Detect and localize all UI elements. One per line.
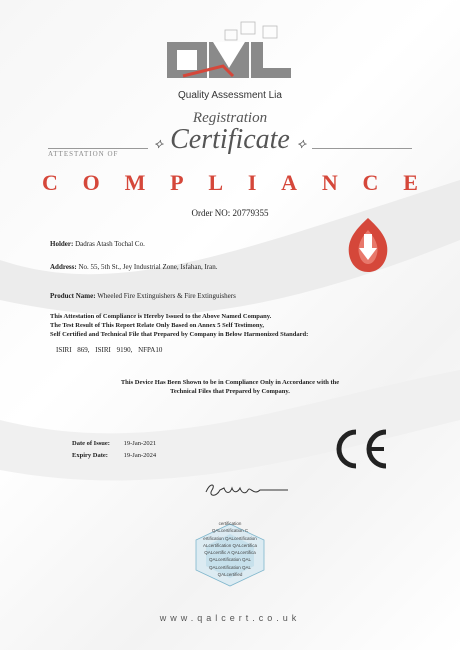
- signature: [200, 478, 290, 502]
- compliance-letter: M: [124, 170, 146, 195]
- compliance-letter: C: [42, 170, 58, 195]
- statement-line: Self Certified and Technical File that Prepared by Company in Below Harmonized Standard:: [50, 331, 309, 338]
- brand-name: Quality Assessment Lia: [178, 90, 282, 101]
- seal-line: certification: [218, 521, 242, 526]
- issue-date-label: Date of Issue:: [72, 440, 110, 447]
- statement-line: This Attestation of Compliance is Hereby Issued to the Above Named Company.: [50, 313, 272, 320]
- qal-logo: [163, 20, 298, 90]
- expiry-date-label: Expiry Date:: [72, 452, 108, 459]
- compliance-letter: A: [281, 170, 298, 195]
- seal-line: QALcertification QAL: [208, 564, 252, 570]
- compliance-letter: C: [362, 170, 379, 195]
- registration-heading: Registration: [192, 110, 268, 126]
- address-value: No. 55, 5th St., Jey Industrial Zone, Isfahan, Iran.: [78, 263, 218, 271]
- standards-list: ISIRI 869, ISIRI 9190, NFPA10: [56, 346, 163, 354]
- product-field: [50, 292, 236, 300]
- address-field: [50, 263, 217, 271]
- compliance-line: Technical Files that Prepared by Company.: [170, 388, 290, 395]
- compliance-letter: I: [247, 170, 257, 195]
- compliance-heading: [42, 170, 418, 196]
- attestation-statement: [50, 312, 308, 339]
- fire-extinguisher-badge-icon: [345, 216, 391, 274]
- seal-line: QALcertified: [217, 572, 243, 578]
- statement-line: The Test Result of This Report Relate Only Based on Annex 5 Self Testimony,: [50, 322, 265, 329]
- flourish-left-icon: ⟡: [153, 137, 164, 152]
- holder-label: Holder:: [50, 240, 74, 248]
- compliance-line: This Device Has Been Shown to be in Compliance Only in Accordance with the: [120, 379, 340, 386]
- address-label: Address:: [50, 263, 77, 271]
- website-footer: www.qalcert.co.uk: [159, 613, 301, 623]
- ce-mark-icon: [330, 428, 390, 470]
- holder-field: [50, 240, 145, 248]
- holder-value: Dadras Atash Tochal Co.: [75, 240, 145, 248]
- seal-text: [190, 520, 270, 590]
- compliance-letter: O: [82, 170, 100, 195]
- seal-line: QALcertification C: [211, 528, 249, 534]
- issue-date-value: 19-Jan-2021: [123, 440, 157, 447]
- expiry-date-value: 19-Jan-2024: [123, 452, 157, 459]
- attestation-label: ATTESTATION OF: [48, 150, 119, 158]
- certificate-word: Certificate: [170, 124, 290, 155]
- order-number: Order NO: 20779355: [191, 208, 269, 218]
- seal-line: ALcertification QALcertifica: [202, 542, 258, 548]
- product-label: Product Name:: [50, 292, 96, 300]
- compliance-letter: L: [208, 170, 224, 195]
- compliance-letter: N: [321, 170, 338, 195]
- compliance-statement: [0, 378, 460, 396]
- seal-line: ertification QALcertification: [203, 535, 257, 541]
- issue-date: [72, 440, 156, 447]
- compliance-letter: E: [403, 170, 418, 195]
- seal-line: QALcertific A QALcertifica: [204, 550, 256, 556]
- certificate-heading: [0, 124, 460, 156]
- flourish-right-icon: ⟡: [296, 137, 307, 152]
- product-value: Wheeled Fire Extinguishers & Fire Extinguishers: [97, 292, 236, 300]
- expiry-date: [72, 452, 156, 459]
- compliance-letter: P: [170, 170, 184, 195]
- seal-line: QALcertification QAL: [208, 557, 252, 563]
